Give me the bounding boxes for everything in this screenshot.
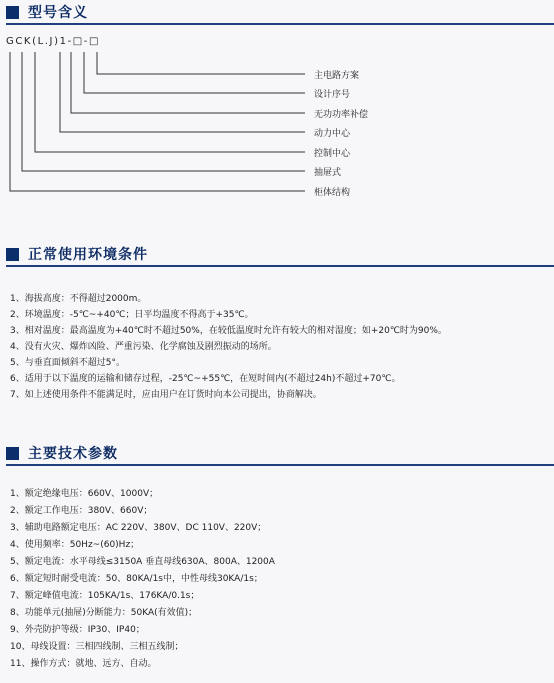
parameter-item: 9、外壳防护等级：IP30、IP40； — [10, 625, 145, 635]
diagram-label: 主电路方案 — [314, 71, 360, 81]
condition-item: 3、相对温度：最高温度为+40℃时不超过50%，在较低温度时允许有较大的相对湿度；如+20℃时为90%。 — [10, 326, 447, 336]
diagram-label: 无功功率补偿 — [314, 110, 369, 120]
diagram-label: 柜体结构 — [314, 188, 351, 198]
condition-item: 1、海拔高度：不得超过2000m。 — [10, 294, 147, 304]
parameter-item: 11、操作方式：就地、远方、自动。 — [10, 659, 157, 669]
model-code: GCK(L.J)1-□-□ — [6, 36, 101, 47]
section-rule — [6, 464, 554, 466]
leader-line — [97, 52, 305, 74]
leader-line — [71, 52, 305, 113]
section-header-parameters — [6, 443, 118, 463]
model-diagram — [0, 0, 554, 220]
section-header-conditions — [6, 244, 148, 264]
parameter-item: 1、额定绝缘电压：660V、1000V； — [10, 489, 159, 499]
parameter-item: 2、额定工作电压：380V、660V； — [10, 506, 153, 516]
diagram-label: 抽屉式 — [314, 168, 342, 178]
diagram-label: 设计序号 — [314, 90, 351, 100]
condition-item: 4、没有火灾、爆炸凶险、严重污染、化学腐蚀及剧烈振动的场所。 — [10, 342, 277, 352]
section-title: 型号含义 — [28, 5, 88, 21]
parameter-item: 3、辅助电路额定电压：AC 220V、380V、DC 110V、220V； — [10, 523, 267, 533]
leader-line — [22, 52, 305, 171]
section-square-icon — [6, 248, 19, 261]
section-title: 正常使用环境条件 — [28, 247, 148, 263]
leader-line — [84, 52, 305, 93]
leader-line — [35, 52, 305, 152]
condition-item: 5、与垂直面倾斜不超过5°。 — [10, 358, 125, 368]
parameter-item: 10、母线设置：三相四线制、三相五线制； — [10, 642, 184, 652]
leader-line — [10, 52, 305, 191]
parameter-item: 6、额定短时耐受电流：50、80KA/1s中，中性母线30KA/1s； — [10, 574, 263, 584]
section-rule — [6, 265, 554, 267]
parameter-item: 7、额定峰值电流：105KA/1s、176KA/0.1s； — [10, 591, 200, 601]
parameter-item: 4、使用频率：50Hz~(60)Hz； — [10, 540, 140, 550]
diagram-label: 动力中心 — [314, 129, 351, 139]
parameter-item: 5、额定电流：水平母线≤3150A 垂直母线630A、800A、1200A — [10, 557, 275, 567]
condition-item: 2、环境温度：-5℃~+40℃；日平均温度不得高于+35℃。 — [10, 310, 254, 320]
condition-item: 6、适用于以下温度的运输和储存过程，-25℃~+55℃，在短时间内(不超过24h)不超过+70℃。 — [10, 374, 401, 384]
parameter-item: 8、功能单元(抽屉)分断能力：50KA(有效值)； — [10, 608, 198, 618]
section-square-icon — [6, 447, 19, 460]
condition-item: 7、如上述使用条件不能满足时，应由用户在订货时向本公司提出，协商解决。 — [10, 390, 322, 400]
section-title: 主要技术参数 — [28, 446, 118, 462]
diagram-label: 控制中心 — [314, 149, 351, 159]
